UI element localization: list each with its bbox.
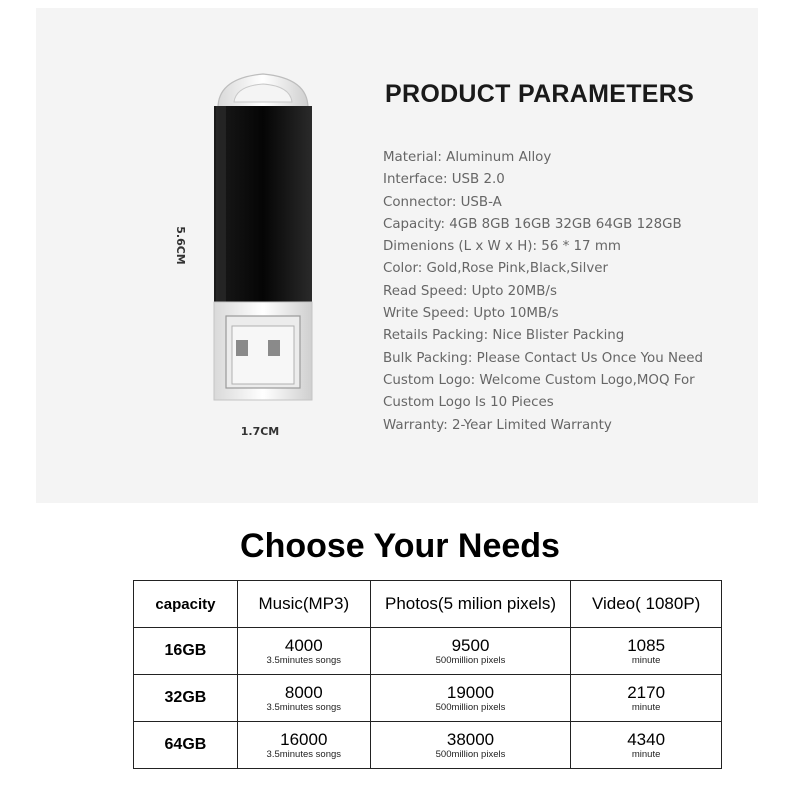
spec-item: Retails Packing: Nice Blister Packing bbox=[383, 328, 625, 344]
capacity-cell: 32GB bbox=[134, 675, 238, 722]
photos-cell bbox=[370, 675, 571, 722]
photos-value: 9500 bbox=[451, 635, 490, 655]
table-row bbox=[134, 722, 722, 769]
capacity-cell: 16GB bbox=[134, 628, 238, 675]
spec-item: Color: Gold,Rose Pink,Black,Silver bbox=[383, 261, 608, 277]
table-header-row bbox=[134, 581, 722, 628]
photos-value: 19000 bbox=[446, 682, 495, 702]
spec-item: Warranty: 2-Year Limited Warranty bbox=[383, 417, 612, 433]
photos-value: 38000 bbox=[446, 729, 495, 749]
video-unit: minute bbox=[631, 654, 661, 666]
spec-item: Bulk Packing: Please Contact Us Once You Need bbox=[383, 350, 703, 366]
spec-item: Custom Logo: Welcome Custom Logo,MOQ For bbox=[383, 372, 695, 388]
spec-item: Material: Aluminum Alloy bbox=[383, 150, 552, 165]
spec-item: Custom Logo Is 10 Pieces bbox=[383, 395, 554, 411]
header-capacity: capacity bbox=[134, 581, 238, 628]
music-value: 8000 bbox=[284, 682, 323, 702]
music-unit: 3.5minutes songs bbox=[266, 748, 342, 760]
music-unit: 3.5minutes songs bbox=[266, 701, 342, 713]
photos-unit: 500million pixels bbox=[435, 748, 506, 760]
music-unit: 3.5minutes songs bbox=[266, 654, 342, 666]
photos-unit: 500million pixels bbox=[435, 654, 506, 666]
video-value: 4340 bbox=[627, 729, 666, 749]
header-photos: Photos(5 milion pixels) bbox=[370, 581, 571, 628]
photos-cell bbox=[370, 628, 571, 675]
music-value: 16000 bbox=[280, 729, 328, 749]
spec-item: Capacity: 4GB 8GB 16GB 32GB 64GB 128GB bbox=[383, 216, 682, 232]
capacity-cell: 64GB bbox=[134, 722, 238, 769]
header-video: Video( 1080P) bbox=[571, 581, 722, 628]
spec-list bbox=[383, 147, 703, 437]
table-row bbox=[134, 628, 722, 675]
width-dimension-label: 1.7CM bbox=[240, 425, 280, 438]
music-cell bbox=[237, 722, 370, 769]
video-unit: minute bbox=[631, 701, 661, 713]
usb-flash-drive-image bbox=[208, 70, 318, 410]
video-unit: minute bbox=[631, 748, 661, 760]
header-music: Music(MP3) bbox=[237, 581, 370, 628]
video-cell bbox=[571, 628, 722, 675]
spec-item: Read Speed: Upto 20MB/s bbox=[383, 283, 557, 299]
capacity-table bbox=[133, 580, 722, 769]
choose-needs-title: Choose Your Needs bbox=[240, 527, 560, 565]
video-value: 2170 bbox=[627, 682, 666, 702]
product-parameters-title: PRODUCT PARAMETERS bbox=[385, 80, 695, 108]
spec-item: Interface: USB 2.0 bbox=[383, 172, 505, 188]
music-cell bbox=[237, 675, 370, 722]
table-row bbox=[134, 675, 722, 722]
photos-unit: 500million pixels bbox=[435, 701, 506, 713]
photos-cell bbox=[370, 722, 571, 769]
video-cell bbox=[571, 675, 722, 722]
video-value: 1085 bbox=[627, 635, 666, 655]
video-cell bbox=[571, 722, 722, 769]
spec-item: Connector: USB-A bbox=[383, 194, 502, 210]
music-value: 4000 bbox=[284, 635, 323, 655]
spec-item: Dimenions (L x W x H): 56 * 17 mm bbox=[383, 239, 621, 255]
height-dimension-label: 5.6CM bbox=[173, 225, 187, 265]
spec-item: Write Speed: Upto 10MB/s bbox=[383, 306, 559, 322]
music-cell bbox=[237, 628, 370, 675]
